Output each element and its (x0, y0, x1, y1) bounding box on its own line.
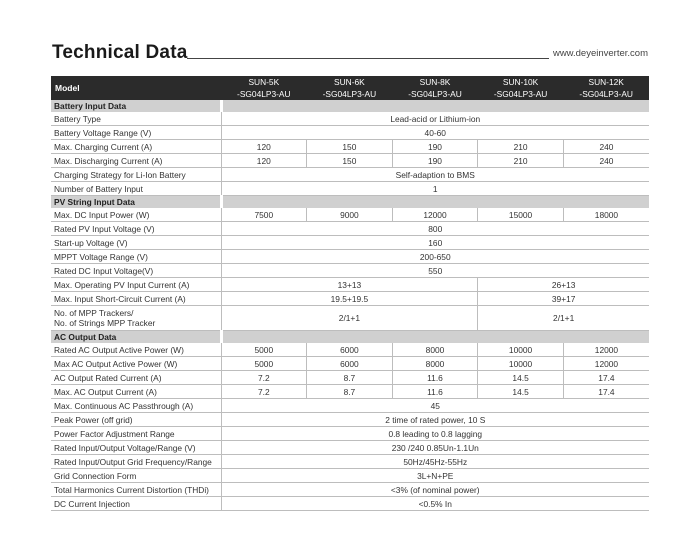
row-value: 39+17 (478, 292, 649, 306)
row-label: Max. Charging Current (A) (51, 140, 221, 154)
row-label: Power Factor Adjustment Range (51, 427, 221, 441)
row-value: 6000 (307, 357, 393, 371)
row-value: 8.7 (307, 371, 393, 385)
table-row (51, 483, 649, 497)
row-value: 9000 (307, 208, 393, 222)
row-label (51, 306, 221, 331)
website-url: www.deyeinverter.com (552, 48, 648, 59)
row-value: Lead-acid or Lithium-ion (221, 112, 649, 126)
table-row (51, 168, 649, 182)
section-header-ac (51, 331, 649, 344)
row-value: 120 (221, 140, 307, 154)
row-value: 240 (563, 140, 649, 154)
row-label: Peak Power (off grid) (51, 413, 221, 427)
row-value: 800 (221, 222, 649, 236)
row-value: 2/1+1 (478, 306, 649, 331)
section-header-battery (51, 100, 649, 112)
row-value: 160 (221, 236, 649, 250)
table-row (51, 371, 649, 385)
row-value: 14.5 (478, 385, 564, 399)
table-row (51, 469, 649, 483)
row-label: MPPT Voltage Range (V) (51, 250, 221, 264)
row-label: Max. Input Short-Circuit Current (A) (51, 292, 221, 306)
row-value: 2 time of rated power, 10 S (221, 413, 649, 427)
row-value: 12000 (392, 208, 478, 222)
row-value: 26+13 (478, 278, 649, 292)
table-row (51, 208, 649, 222)
model-header-sun-12k (563, 76, 649, 100)
row-label: Max AC Output Active Power (W) (51, 357, 221, 371)
row-label: Battery Voltage Range (V) (51, 126, 221, 140)
section-title: AC Output Data (51, 331, 221, 344)
page-title: Technical Data (52, 42, 188, 63)
model-header-sun-10k (478, 76, 564, 100)
section-title: Battery Input Data (51, 100, 221, 112)
table-row (51, 126, 649, 140)
table-row (51, 222, 649, 236)
model-header-sun-5k (221, 76, 307, 100)
row-value: 2/1+1 (221, 306, 478, 331)
table-row (51, 441, 649, 455)
model-label: Model (51, 76, 221, 100)
row-value: 120 (221, 154, 307, 168)
row-value: 190 (392, 140, 478, 154)
row-label-line: No. of Strings MPP Tracker (54, 318, 156, 328)
row-value: 12000 (563, 357, 649, 371)
row-label: Rated Input/Output Voltage/Range (V) (51, 441, 221, 455)
section-header-pv (51, 196, 649, 209)
row-label: Max. Operating PV Input Current (A) (51, 278, 221, 292)
table-row (51, 399, 649, 413)
row-value: 5000 (221, 357, 307, 371)
row-value: 13+13 (221, 278, 478, 292)
table-row (51, 455, 649, 469)
table-row (51, 236, 649, 250)
row-value: 19.5+19.5 (221, 292, 478, 306)
model-name: SUN-10K (502, 77, 539, 87)
row-value: 7.2 (221, 371, 307, 385)
technical-data-table (51, 76, 649, 511)
row-value: 210 (478, 154, 564, 168)
row-label: Max. Continuous AC Passthrough (A) (51, 399, 221, 413)
row-value: 17.4 (563, 371, 649, 385)
row-value: 240 (563, 154, 649, 168)
row-value: 17.4 (563, 385, 649, 399)
row-label: Rated AC Output Active Power (W) (51, 343, 221, 357)
row-value: 150 (307, 154, 393, 168)
row-value: 0.8 leading to 0.8 lagging (221, 427, 649, 441)
model-name: SUN-5K (248, 77, 280, 87)
table-row (51, 306, 649, 331)
model-name: SUN-12K (588, 77, 624, 87)
row-label: DC Current Injection (51, 497, 221, 511)
model-suffix: -SG04LP3-AU (322, 89, 377, 99)
row-value: 40-60 (221, 126, 649, 140)
row-label: Number of Battery Input (51, 182, 221, 196)
model-suffix: -SG04LP3-AU (493, 89, 548, 99)
table-row (51, 413, 649, 427)
model-header-sun-6k (307, 76, 393, 100)
row-value: 15000 (478, 208, 564, 222)
row-value: 6000 (307, 343, 393, 357)
table-row (51, 182, 649, 196)
row-label: Rated PV Input Voltage (V) (51, 222, 221, 236)
row-value: <0.5% In (221, 497, 649, 511)
row-value: 12000 (563, 343, 649, 357)
table-row (51, 385, 649, 399)
row-label: Grid Connection Form (51, 469, 221, 483)
table-row (51, 140, 649, 154)
model-suffix: -SG04LP3-AU (237, 89, 291, 99)
table-row (51, 112, 649, 126)
table-row (51, 264, 649, 278)
row-value: 10000 (478, 343, 564, 357)
table-row (51, 357, 649, 371)
row-value: 14.5 (478, 371, 564, 385)
row-label: Max. Discharging Current (A) (51, 154, 221, 168)
row-value: 7.2 (221, 385, 307, 399)
model-name: SUN-8K (419, 77, 451, 87)
row-value: 11.6 (392, 385, 478, 399)
row-value: 7500 (221, 208, 307, 222)
row-label: Max. DC Input Power (W) (51, 208, 221, 222)
row-value: 8000 (392, 343, 478, 357)
table-row (51, 292, 649, 306)
model-suffix: -SG04LP3-AU (408, 89, 462, 99)
row-label: Battery Type (51, 112, 221, 126)
row-value: <3% (of nominal power) (221, 483, 649, 497)
row-value: 150 (307, 140, 393, 154)
table-header-row (51, 76, 649, 100)
row-value: 10000 (478, 357, 564, 371)
row-value: 8.7 (307, 385, 393, 399)
title-divider (187, 58, 549, 59)
row-label: Charging Strategy for Li-Ion Battery (51, 168, 221, 182)
row-value: 50Hz/45Hz-55Hz (221, 455, 649, 469)
row-value: 3L+N+PE (221, 469, 649, 483)
row-label: Rated DC Input Voltage(V) (51, 264, 221, 278)
row-value: 8000 (392, 357, 478, 371)
row-value: 210 (478, 140, 564, 154)
model-header-sun-8k (392, 76, 478, 100)
section-title: PV String Input Data (51, 196, 221, 209)
row-label: Max. AC Output Current (A) (51, 385, 221, 399)
row-value: 11.6 (392, 371, 478, 385)
row-label: Rated Input/Output Grid Frequency/Range (51, 455, 221, 469)
table-row (51, 343, 649, 357)
row-label: AC Output Rated Current (A) (51, 371, 221, 385)
row-value: 18000 (563, 208, 649, 222)
table-row (51, 278, 649, 292)
table-row (51, 250, 649, 264)
model-suffix: -SG04LP3-AU (579, 89, 633, 99)
row-value: 1 (221, 182, 649, 196)
row-value: 5000 (221, 343, 307, 357)
row-value: 190 (392, 154, 478, 168)
table-row (51, 427, 649, 441)
row-label-line: No. of MPP Trackers/ (54, 308, 134, 318)
row-label: Start-up Voltage (V) (51, 236, 221, 250)
row-value: 550 (221, 264, 649, 278)
row-value: Self-adaption to BMS (221, 168, 649, 182)
row-value: 230 /240 0.85Un-1.1Un (221, 441, 649, 455)
model-name: SUN-6K (334, 77, 365, 87)
row-value: 45 (221, 399, 649, 413)
table-row (51, 154, 649, 168)
table-row (51, 497, 649, 511)
row-value: 200-650 (221, 250, 649, 264)
row-label: Total Harmonics Current Distortion (THDi) (51, 483, 221, 497)
